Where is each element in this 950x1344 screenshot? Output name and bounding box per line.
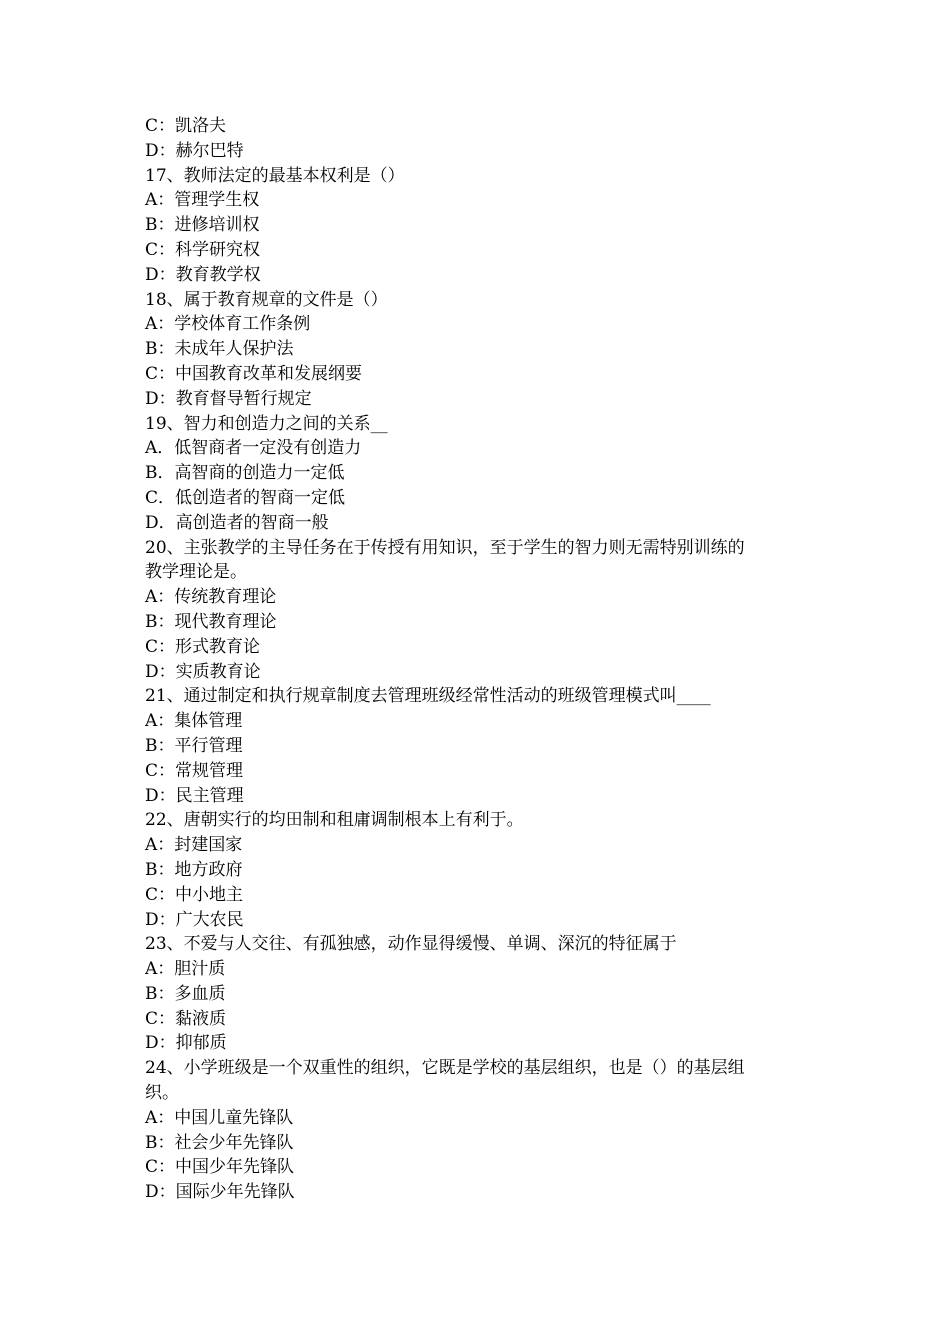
option-line: A：管理学生权 (145, 190, 260, 211)
option-line: C：中国少年先锋队 (145, 1157, 295, 1178)
option-line: B．高智商的创造力一定低 (145, 463, 345, 484)
question-22: 22、唐朝实行的均田制和租庸调制根本上有利于。 (145, 810, 524, 831)
option-line: A：胆汁质 (145, 959, 226, 980)
option-line: D：教育教学权 (145, 264, 261, 285)
text-line: C：凯洛夫 (145, 116, 227, 136)
question-20: 20、主张教学的主导任务在于传授有用知识，至于学生的智力则无需特别训练的 (145, 537, 745, 558)
option-line: D：教育督导暂行规定 (145, 388, 312, 409)
option-line: A：中国儿童先锋队 (145, 1107, 294, 1128)
option-line: A：传统教育理论 (145, 587, 277, 608)
question-24-continued: 织。 (145, 1083, 179, 1104)
question-23: 23、不爱与人交往、有孤独感，动作显得缓慢、单调、深沉的特征属于 (145, 934, 677, 955)
option-line: C：常规管理 (145, 760, 244, 781)
option-line: C．低创造者的智商一定低 (145, 487, 346, 508)
option-line: B：多血质 (145, 983, 226, 1004)
option-line: A：学校体育工作条例 (145, 314, 311, 335)
question-17: 17、教师法定的最基本权利是（） (145, 165, 405, 186)
option-line: C：中国教育改革和发展纲要 (145, 363, 363, 384)
question-24: 24、小学班级是一个双重性的组织，它既是学校的基层组织，也是（）的基层组 (145, 1058, 745, 1079)
option-line: C：黏液质 (145, 1008, 227, 1029)
option-line: A．低智商者一定没有创造力 (145, 438, 362, 459)
option-line: B：进修培训权 (145, 215, 260, 236)
text-line: D：赫尔巴特 (145, 140, 244, 161)
option-line: B：社会少年先锋队 (145, 1132, 294, 1153)
question-19: 19、智力和创造力之间的关系__ (145, 413, 388, 434)
option-line: B：未成年人保护法 (145, 339, 294, 360)
option-line: A：封建国家 (145, 835, 243, 856)
option-line: A：集体管理 (145, 711, 243, 732)
option-line: B：地方政府 (145, 859, 243, 880)
option-line: C：形式教育论 (145, 636, 261, 657)
question-21: 21、通过制定和执行规章制度去管理班级经常性活动的班级管理模式叫____ (145, 686, 711, 707)
option-line: D：广大农民 (145, 909, 244, 930)
option-line: C：科学研究权 (145, 239, 261, 260)
option-line: B：现代教育理论 (145, 611, 277, 632)
question-20-continued: 教学理论是。 (145, 562, 247, 583)
option-line: D．高创造者的智商一般 (145, 512, 329, 533)
option-line: D：抑郁质 (145, 1033, 227, 1054)
option-line: D：民主管理 (145, 785, 244, 806)
option-line: B：平行管理 (145, 735, 243, 756)
question-18: 18、属于教育规章的文件是（） (145, 289, 388, 310)
option-line: C：中小地主 (145, 884, 244, 905)
option-line: D：国际少年先锋队 (145, 1182, 295, 1203)
document-body (145, 114, 825, 1205)
option-line: D：实质教育论 (145, 661, 261, 682)
